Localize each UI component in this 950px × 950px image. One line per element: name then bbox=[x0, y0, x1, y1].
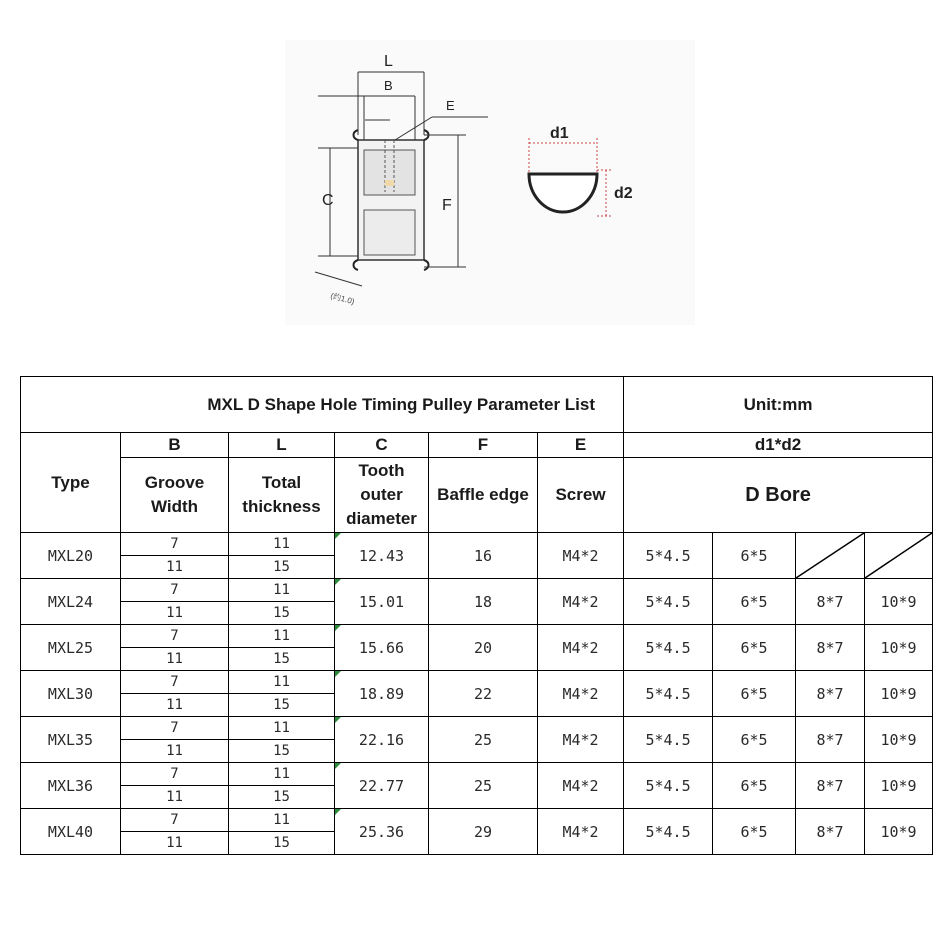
header-d-bore: D Bore bbox=[624, 458, 933, 533]
label-flange-thickness: (约1.0) bbox=[329, 291, 356, 307]
header-tooth-outer-diameter bbox=[335, 458, 429, 533]
tooth-diameter-cell: 12.43 bbox=[335, 533, 429, 579]
table-unit: Unit:mm bbox=[624, 377, 933, 433]
baffle-edge-cell: 20 bbox=[429, 625, 538, 671]
tooth-diameter-cell: 15.66 bbox=[335, 625, 429, 671]
label-d1: d1 bbox=[550, 125, 569, 142]
table-row bbox=[21, 625, 933, 648]
cell-corner-marker bbox=[335, 809, 341, 815]
bore-cell: 5*4.5 bbox=[624, 809, 713, 855]
type-cell: MXL30 bbox=[21, 671, 121, 717]
header-groove-width bbox=[121, 458, 229, 533]
header-tooth-line3: diameter bbox=[346, 509, 417, 528]
screw-cell: M4*2 bbox=[538, 809, 624, 855]
total-thickness-cell: 15 bbox=[229, 832, 335, 855]
label-d2: d2 bbox=[614, 185, 633, 202]
label-C: C bbox=[322, 192, 334, 209]
bore-cell: 10*9 bbox=[865, 809, 933, 855]
cell-corner-marker bbox=[335, 717, 341, 723]
total-thickness-cell: 15 bbox=[229, 786, 335, 809]
header-total-thickness-line1: Total bbox=[261, 473, 302, 492]
bore-cell: 5*4.5 bbox=[624, 671, 713, 717]
groove-width-cell: 11 bbox=[121, 694, 229, 717]
total-thickness-cell: 11 bbox=[229, 809, 335, 832]
total-thickness-cell: 15 bbox=[229, 556, 335, 579]
header-total-thickness bbox=[229, 458, 335, 533]
groove-width-cell: 7 bbox=[121, 671, 229, 694]
type-cell: MXL25 bbox=[21, 625, 121, 671]
header-code-F: F bbox=[429, 433, 538, 458]
tooth-diameter-cell: 22.77 bbox=[335, 763, 429, 809]
type-cell: MXL35 bbox=[21, 717, 121, 763]
bore-cell: 10*9 bbox=[865, 671, 933, 717]
bore-cell: 10*9 bbox=[865, 625, 933, 671]
groove-width-cell: 11 bbox=[121, 648, 229, 671]
total-thickness-cell: 11 bbox=[229, 625, 335, 648]
groove-width-cell: 11 bbox=[121, 832, 229, 855]
baffle-edge-cell: 16 bbox=[429, 533, 538, 579]
total-thickness-cell: 15 bbox=[229, 648, 335, 671]
table-row bbox=[21, 717, 933, 740]
screw-cell: M4*2 bbox=[538, 533, 624, 579]
header-groove-width-line2: Width bbox=[150, 497, 199, 516]
parameter-table bbox=[20, 376, 933, 855]
header-code-L: L bbox=[229, 433, 335, 458]
total-thickness-cell: 15 bbox=[229, 740, 335, 763]
screw-cell: M4*2 bbox=[538, 625, 624, 671]
total-thickness-cell: 11 bbox=[229, 533, 335, 556]
screw-cell: M4*2 bbox=[538, 579, 624, 625]
header-tooth-line2: outer bbox=[360, 485, 403, 504]
baffle-edge-cell: 22 bbox=[429, 671, 538, 717]
groove-width-cell: 11 bbox=[121, 786, 229, 809]
groove-width-cell: 7 bbox=[121, 579, 229, 602]
header-type: Type bbox=[21, 433, 121, 533]
baffle-edge-cell: 25 bbox=[429, 763, 538, 809]
bore-cell: 8*7 bbox=[796, 717, 865, 763]
baffle-edge-cell: 18 bbox=[429, 579, 538, 625]
bore-cell: 6*5 bbox=[713, 579, 796, 625]
groove-width-cell: 7 bbox=[121, 763, 229, 786]
table-row bbox=[21, 533, 933, 556]
total-thickness-cell: 15 bbox=[229, 602, 335, 625]
bore-cell: 5*4.5 bbox=[624, 717, 713, 763]
screw-cell: M4*2 bbox=[538, 763, 624, 809]
table-row bbox=[21, 809, 933, 832]
cell-corner-marker bbox=[335, 625, 341, 631]
groove-width-cell: 7 bbox=[121, 625, 229, 648]
header-baffle-edge: Baffle edge bbox=[429, 458, 538, 533]
cell-corner-marker bbox=[335, 533, 341, 539]
cell-corner-marker bbox=[335, 579, 341, 585]
bore-cell: 6*5 bbox=[713, 763, 796, 809]
header-code-C: C bbox=[335, 433, 429, 458]
total-thickness-cell: 11 bbox=[229, 717, 335, 740]
tooth-diameter-cell: 18.89 bbox=[335, 671, 429, 717]
bore-cell: 8*7 bbox=[796, 763, 865, 809]
bore-cell: 10*9 bbox=[865, 717, 933, 763]
table-title-row bbox=[21, 377, 933, 433]
bore-cell-empty bbox=[796, 533, 865, 579]
bore-cell: 6*5 bbox=[713, 533, 796, 579]
header-names-row bbox=[21, 458, 933, 533]
bore-cell: 6*5 bbox=[713, 809, 796, 855]
label-B: B bbox=[384, 78, 393, 93]
tooth-diameter-cell: 15.01 bbox=[335, 579, 429, 625]
cell-corner-marker bbox=[335, 763, 341, 769]
bore-cell: 5*4.5 bbox=[624, 625, 713, 671]
header-code-d: d1*d2 bbox=[624, 433, 933, 458]
label-F: F bbox=[442, 197, 452, 214]
groove-width-cell: 7 bbox=[121, 809, 229, 832]
groove-width-cell: 7 bbox=[121, 533, 229, 556]
bore-cell: 8*7 bbox=[796, 671, 865, 717]
pulley-drawing bbox=[0, 0, 950, 340]
bore-cell: 10*9 bbox=[865, 579, 933, 625]
bore-cell: 5*4.5 bbox=[624, 533, 713, 579]
label-E: E bbox=[446, 98, 455, 113]
header-groove-width-line1: Groove bbox=[144, 473, 205, 492]
baffle-edge-cell: 25 bbox=[429, 717, 538, 763]
groove-width-cell: 11 bbox=[121, 740, 229, 763]
groove-width-cell: 11 bbox=[121, 602, 229, 625]
screw-cell: M4*2 bbox=[538, 717, 624, 763]
header-codes-row bbox=[21, 433, 933, 458]
label-L: L bbox=[384, 53, 393, 70]
total-thickness-cell: 15 bbox=[229, 694, 335, 717]
tooth-diameter-cell: 25.36 bbox=[335, 809, 429, 855]
total-thickness-cell: 11 bbox=[229, 579, 335, 602]
header-total-thickness-line2: thickness bbox=[242, 497, 321, 516]
bore-cell: 6*5 bbox=[713, 717, 796, 763]
baffle-edge-cell: 29 bbox=[429, 809, 538, 855]
header-screw: Screw bbox=[538, 458, 624, 533]
type-cell: MXL24 bbox=[21, 579, 121, 625]
bore-cell: 6*5 bbox=[713, 625, 796, 671]
header-tooth-line1: Tooth bbox=[358, 461, 405, 480]
screw-cell: M4*2 bbox=[538, 671, 624, 717]
total-thickness-cell: 11 bbox=[229, 671, 335, 694]
table-row bbox=[21, 671, 933, 694]
total-thickness-cell: 11 bbox=[229, 763, 335, 786]
type-cell: MXL20 bbox=[21, 533, 121, 579]
bore-cell: 8*7 bbox=[796, 625, 865, 671]
bore-cell-empty bbox=[865, 533, 933, 579]
groove-width-cell: 7 bbox=[121, 717, 229, 740]
bore-cell: 8*7 bbox=[796, 809, 865, 855]
table-row bbox=[21, 763, 933, 786]
bore-cell: 5*4.5 bbox=[624, 763, 713, 809]
diagonal-slash-icon bbox=[796, 533, 864, 578]
diagonal-slash-icon bbox=[865, 533, 932, 578]
type-cell: MXL40 bbox=[21, 809, 121, 855]
header-code-B: B bbox=[121, 433, 229, 458]
table-row bbox=[21, 579, 933, 602]
type-cell: MXL36 bbox=[21, 763, 121, 809]
header-code-E: E bbox=[538, 433, 624, 458]
table-title: MXL D Shape Hole Timing Pulley Parameter List bbox=[21, 377, 624, 433]
tooth-diameter-cell: 22.16 bbox=[335, 717, 429, 763]
groove-width-cell: 11 bbox=[121, 556, 229, 579]
cell-corner-marker bbox=[335, 671, 341, 677]
bore-cell: 10*9 bbox=[865, 763, 933, 809]
bore-cell: 8*7 bbox=[796, 579, 865, 625]
bore-cell: 5*4.5 bbox=[624, 579, 713, 625]
bore-cell: 6*5 bbox=[713, 671, 796, 717]
